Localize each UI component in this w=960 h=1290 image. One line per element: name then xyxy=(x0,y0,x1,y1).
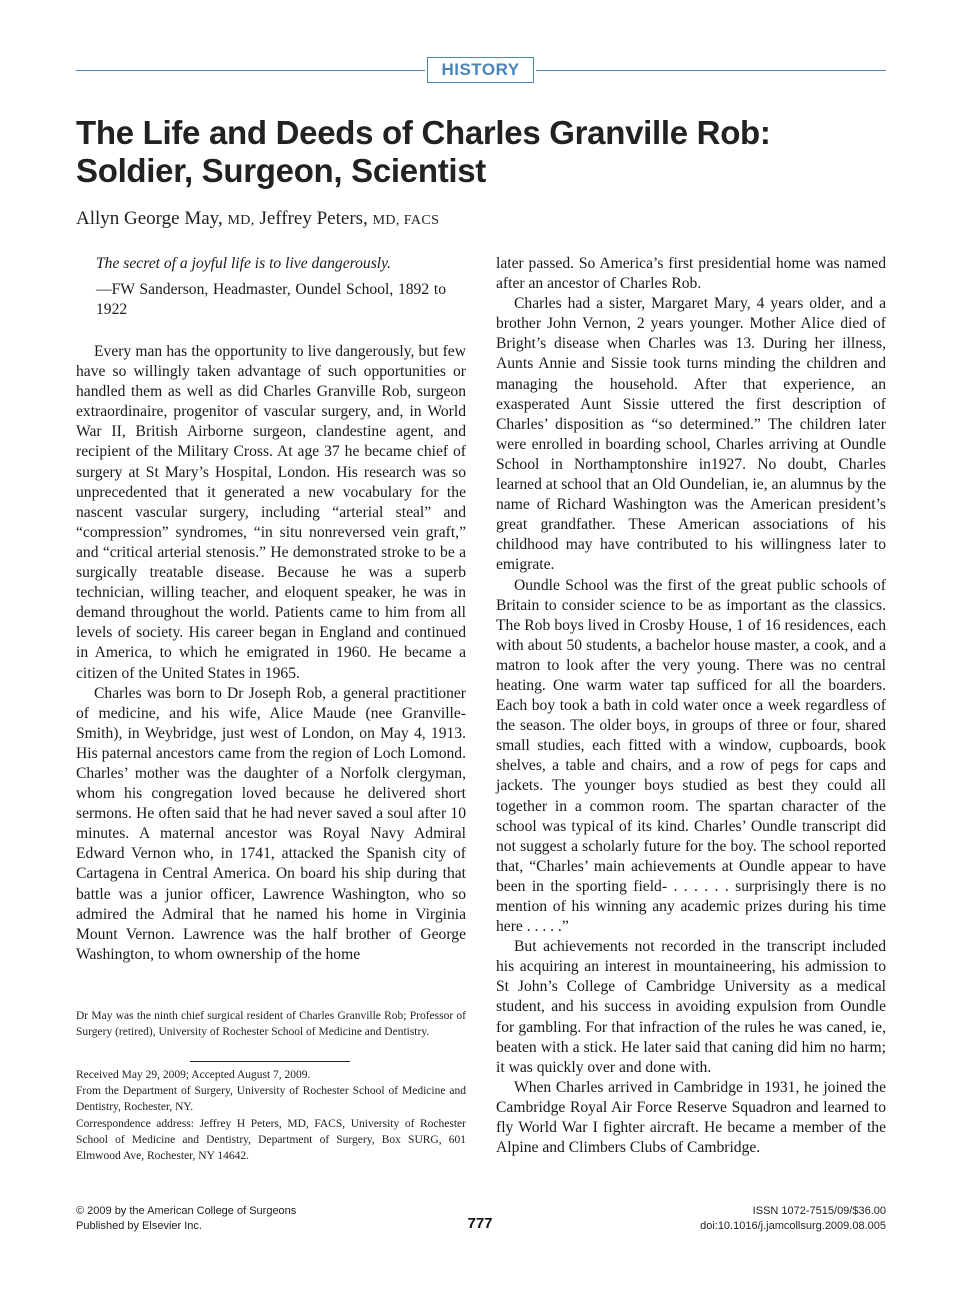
doi: doi:10.1016/j.jamcollsurg.2009.08.005 xyxy=(700,1220,886,1232)
header-rule-right xyxy=(536,70,886,71)
epigraph-quote: The secret of a joyful life is to live dangerously. xyxy=(96,255,392,272)
body-paragraph: Oundle School was the first of the great public schools of Britain to consider science to be as important as the classics. The Rob boys lived in Crosby House, 1 of 16 residences, each with about 50 students, a bachelor house master, a cook, and a matron to look after the very young. There was no central heating. One warm water tap sufficed for all the boarders. Each boy took a bath in cold water once a week regardless of the season. The older boys, in groups of three or four, shared small studies, each fitted with a window, cupboards, book shelves, a table and chairs, and a row of pegs for caps and jackets. The younger boys studied as best they could all together in a common room. The spartan character of the school was typical of its kind. Charles’ Oundle transcript did not suggest a scholarly future for the boy. The school reported that, “Charles’ main achievements at Oundle appear to have been in the sporting field- . . . . . . surprisingly there is no mention of his winning any academic prizes during his time here . . . . .” xyxy=(496,576,886,936)
body-paragraph-continued: later passed. So America’s first presidential home was named after an ancestor of Charles Rob. xyxy=(496,255,886,293)
received-note: Received May 29, 2009; Accepted August 7, 2009. xyxy=(76,1069,311,1081)
body-column-right xyxy=(496,254,886,1158)
copyright: © 2009 by the American College of Surgeons xyxy=(76,1205,297,1217)
body-paragraph: Charles was born to Dr Joseph Rob, a general practitioner of medicine, and his wife, Alice Maude (nee Granville-Smith), in Weybridge, just west of London, on May 4, 1913. His paternal ancestors came from the region of Loch Lomond. Charles’ mother was the daughter of a Norfolk clergyman, whom his congregation loved because he delivered short sermons. He often said that he had never saved a soul after 10 minutes. A maternal ancestor was Royal Navy Admiral Edward Vernon who, in 1741, attacked the Spanish city of Cartagena in Central America. On board his ship during that battle was a junior officer, Lawrence Washington, who so admired the Admiral that he named his home in Virginia Mount Vernon. Lawrence was the half brother of George Washington, to whom ownership of the home xyxy=(76,684,466,963)
footer-right xyxy=(700,1204,886,1234)
body-paragraph: Charles had a sister, Margaret Mary, 4 years older, and a brother John Vernon, 2 years younger. Mother Alice died of Bright’s disease when Charles was 13. During her illness, Aunts Annie and Sissie took turns minding the children and managing the household. After that experience, an exasperated Aunt Sissie uttered the first description of Charles’ disposition as “so determined.” The children later were enrolled in boarding school, Charles arriving at Oundle School in Northamptonshire in1927. No doubt, Charles learned at school that an Old Oundelian, ie, an alumnus by the name of Richard Washington was the American president’s great grandfather. These American associations of his childhood may have contributed to his willingness later to emigrate. xyxy=(496,295,886,574)
affiliation-note: From the Department of Surgery, University of Rochester School of Medicine and Dentistry, Rochester, NY. xyxy=(76,1085,466,1114)
body-paragraph: But achievements not recorded in the transcript included his acquiring an interest in mountaineering, his admission to St John’s College of Cambridge University as a medical student, and his success in avoiding expulsion from Oundle for gambling. For that infraction of the rules he was caned, ie, beaten with a stick. He later said that caning did him no harm; it was quickly over and done with. xyxy=(496,938,886,1076)
author-name: Jeffrey Peters, xyxy=(259,208,368,229)
page-number: 777 xyxy=(467,1215,493,1232)
article-title: The Life and Deeds of Charles Granville Rob: Soldier, Surgeon, Scientist xyxy=(76,114,771,189)
epigraph-attribution: —FW Sanderson, Headmaster, Oundel School, 1892 to 1922 xyxy=(96,281,446,319)
author-line xyxy=(76,208,439,230)
body-paragraph: Every man has the opportunity to live dangerously, but few have so willingly taken advantage of such opportunities or handled them as well as did Charles Granville Rob, surgeon extraordinaire, progenitor of vascular surgery, and, in World War II, British Airborne surgeon, clandestine agent, and recipient of the Military Cross. At age 37 he became chief of surgery at St Mary’s Hospital, London. His research was so unprecedented that it generated a new vocabulary for the nascent vascular surgery, including “arterial steal” and “compression” syndromes, “in situ nonreversed vein graft,” and “critical arterial stenosis.” He demonstrated stroke to be a surgically treatable disease. Because he was a superb technician, willing teacher, and eloquent speaker, he was in demand throughout the world. Patients came to him from all levels of society. His career began in England and continued in America, to which he emigrated in 1960. He became a citizen of the United States in 1965. xyxy=(76,343,466,682)
article-notes xyxy=(76,1067,466,1164)
body-paragraph: When Charles arrived in Cambridge in 1931, he joined the Cambridge Royal Air Force Reserve Squadron and learned to fly World War I fighter aircraft. He became a member of the Alpine and Climbers Clubs of Cambridge. xyxy=(496,1078,886,1157)
section-label: HISTORY xyxy=(427,57,534,83)
publisher: Published by Elsevier Inc. xyxy=(76,1220,202,1232)
author-credentials: MD, xyxy=(227,213,255,228)
issn: ISSN 1072-7515/09/$36.00 xyxy=(752,1205,886,1217)
footnote-divider xyxy=(190,1061,350,1062)
author-name: Allyn George May, xyxy=(76,208,223,229)
body-column-left xyxy=(76,342,466,965)
author-note: Dr May was the ninth chief surgical resident of Charles Granville Rob; Professor of Surgery (retired), University of Rochester School of Medicine and Dentistry. xyxy=(76,1010,466,1039)
correspondence-note: Correspondence address: Jeffrey H Peters, MD, FACS, University of Rochester School of Medicine and Dentistry, Department of Surgery, Box SURG, 601 Elmwood Ave, Rochester, NY 14642. xyxy=(76,1117,466,1163)
footer-left xyxy=(76,1204,296,1234)
author-credentials: MD, FACS xyxy=(372,213,440,228)
header-rule-left xyxy=(76,70,425,71)
epigraph xyxy=(96,254,446,320)
